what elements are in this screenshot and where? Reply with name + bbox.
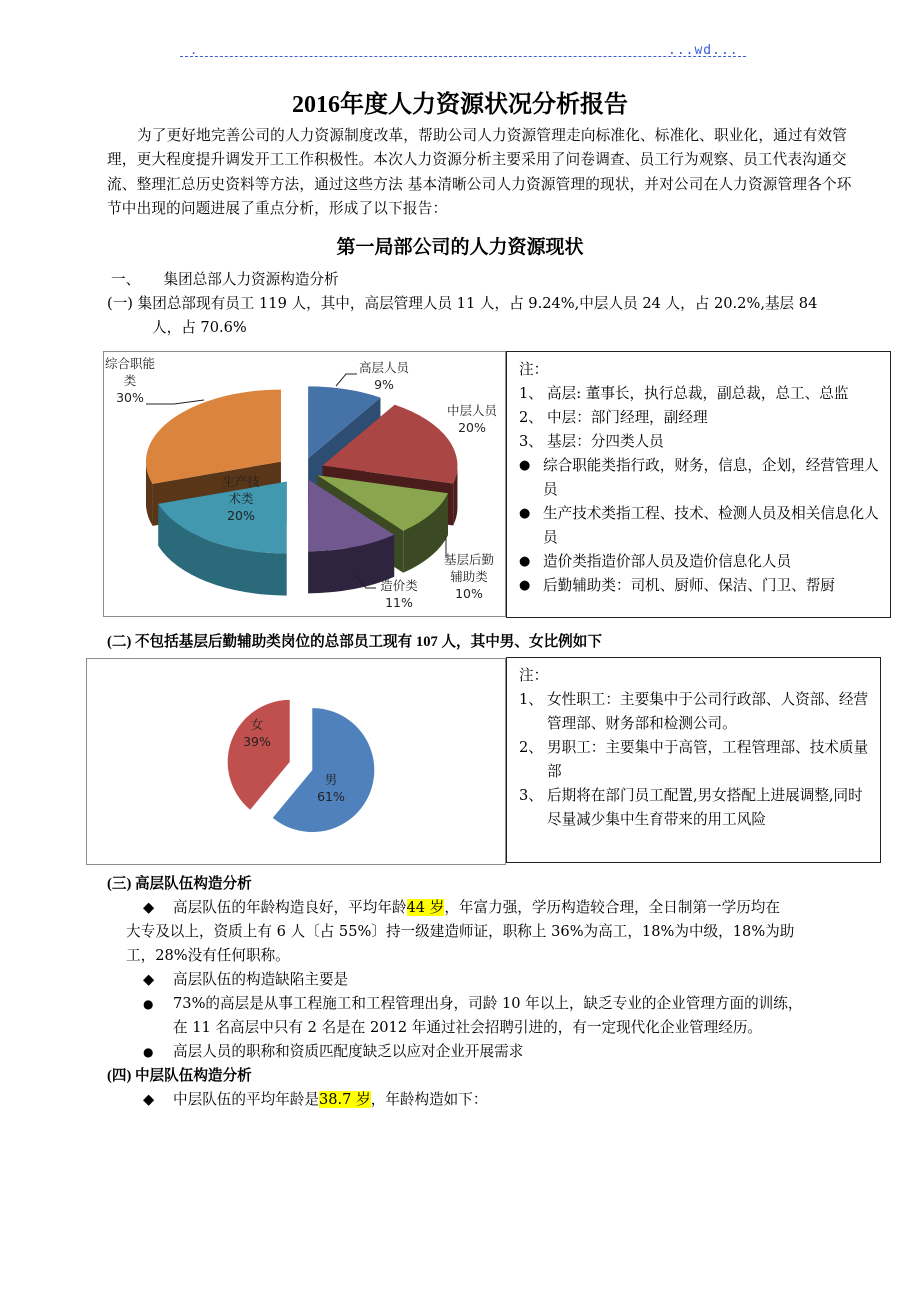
sub3-item2-text: 高层队伍的构造缺陷主要是 <box>173 971 349 988</box>
sub3-item2 <box>143 968 348 992</box>
document-title: 2016年度人力资源状况分析报告 <box>292 92 628 118</box>
note1-item-text: 基层：分四类人员 <box>547 433 664 450</box>
diamond-bullet-icon: ◆ <box>143 1091 155 1108</box>
sub1-number: (一) <box>107 295 133 312</box>
org-structure-pie-svg <box>104 352 505 616</box>
sub3-item3-line1: 73%的高层是从事工程施工和工程管理出身，司龄 10 年以上，缺乏专业的企业管理方面的训练， <box>173 995 803 1012</box>
sub3-item1-line2: 大专及以上，资质上有 6 人〔占 55%〕持一级建造师证，职称上 36%为高工，18%为中级，18%为助 <box>126 923 795 940</box>
note-box-org <box>506 351 891 618</box>
note1-item <box>519 406 880 430</box>
highlight-avg-age-middle: 38.7 岁 <box>318 1091 371 1108</box>
sub1-line2: 人，占 70.6% <box>152 319 247 336</box>
header-divider <box>180 56 746 57</box>
pie-label-男: 男 61% <box>317 772 345 804</box>
note2-title: 注： <box>519 667 549 684</box>
pie-label-造价类: 造价类 11% <box>380 578 418 610</box>
highlight-avg-age-senior: 44 岁 <box>406 899 445 916</box>
note1-bullet-item <box>519 502 880 550</box>
note1-bullet-text: 生产技术类指工程、技术、检测人员及相关信息化人员 <box>543 505 879 546</box>
note1-bullet-item <box>519 550 880 574</box>
sub4-item1-text-post: ，年龄构造如下： <box>370 1091 488 1108</box>
note1-item <box>519 430 880 454</box>
sub1-line1: 集团总部现有员工 119 人，其中，高层管理人员 11 人，占 9.24%,中层人员 24 人，占 20.2%,基层 84 <box>137 295 818 312</box>
note2-item-number: 1、 <box>519 691 543 708</box>
sub4-item1 <box>143 1088 487 1112</box>
leader-line <box>146 400 204 404</box>
leader-line <box>336 374 357 386</box>
note1-item-number: 2、 <box>519 409 543 426</box>
note1-item-text: 高层: 董事长，执行总裁，副总裁，总工、总监 <box>547 385 849 402</box>
section1-number: 一、 <box>111 271 141 288</box>
diamond-bullet-icon: ◆ <box>143 971 155 988</box>
note2-item-text: 男职工：主要集中于高管，工程管理部、技术质量部 <box>547 739 869 780</box>
note-box-gender <box>506 657 881 863</box>
org-structure-chart <box>103 351 506 617</box>
note1-item-text: 中层：部门经理，副经理 <box>547 409 708 426</box>
dot-bullet-icon: ● <box>519 554 531 569</box>
sub3-item1-line3: 工，28%没有任何职称。 <box>126 947 290 964</box>
pie-label-中层人员: 中层人员 20% <box>446 403 498 435</box>
pie-label-综合职能类: 综合职能类 30% <box>104 356 156 405</box>
note2-item <box>519 688 870 736</box>
note2-item <box>519 736 870 784</box>
sub3-item4-text: 高层人员的职称和资质匹配度缺乏以应对企业开展需求 <box>173 1043 524 1060</box>
note1-bullet-text: 造价类指造价部人员及造价信息化人员 <box>543 553 792 570</box>
pie-label-高层人员: 高层人员 9% <box>358 360 410 392</box>
intro-paragraph: 为了更好地完善公司的人力资源制度改革，帮助公司人力资源管理走向标准化、标准化、职业化，通过有效管理，更大程度提升调发开工工作积极性。本次人力资源分析主要采用了问卷调查、员工行为观察、员工代表沟通交流、整理汇总历史资料等方法，通过这些方法 基本清晰公司人力资源管理的现状，并对公司在人力资源管理各个环节中出现的问题进展了重点分析，形成了以下报告： <box>107 127 852 217</box>
gender-ratio-chart <box>86 658 506 865</box>
note2-item-number: 3、 <box>519 787 543 804</box>
dot-bullet-icon: ● <box>519 458 531 473</box>
sub3-item3-line2: 在 11 名高层中只有 2 名是在 2012 年通过社会招聘引进的，有一定现代化企业管理经历。 <box>173 1019 763 1036</box>
pie-label-女: 女 39% <box>243 717 271 749</box>
sub4-heading: (四) 中层队伍构造分析 <box>107 1068 252 1084</box>
dot-bullet-icon: ● <box>143 1045 154 1059</box>
note2-item <box>519 784 870 832</box>
note1-title: 注： <box>519 361 549 378</box>
note1-bullet-item <box>519 574 880 598</box>
sub3-item3 <box>143 992 873 1016</box>
pie-label-生产技术类: 生产技术类 20% <box>222 474 260 523</box>
sub3-item1-text: 高层队伍的年龄构造良好，平均年龄 <box>173 899 407 916</box>
pie-label-基层后勤辅助类: 基层后勤辅助类 10% <box>443 552 495 601</box>
note1-bullet-text: 后勤辅助类：司机、厨师、保洁、门卫、帮厨 <box>543 577 835 594</box>
sub1-paragraph <box>107 292 867 316</box>
sub3-item4 <box>143 1040 523 1064</box>
sub2-heading: (二) 不包括基层后勤辅助类岗位的总部员工现有 107 人，其中男、女比例如下 <box>107 634 602 650</box>
header-left-mark: . <box>190 43 198 57</box>
dot-bullet-icon: ● <box>519 506 531 521</box>
note1-item <box>519 382 880 406</box>
chapter-title: 第一局部公司的人力资源现状 <box>336 236 584 258</box>
section1-heading <box>111 268 339 292</box>
note1-bullet-text: 综合职能类指行政，财务，信息，企划，经营管理人员 <box>543 457 879 498</box>
sub4-item1-text: 中层队伍的平均年龄是 <box>173 1091 319 1108</box>
dot-bullet-icon: ● <box>143 997 154 1011</box>
note2-item-text: 后期将在部门员工配置,男女搭配上进展调整,同时尽量减少集中生育带来的用工风险 <box>547 787 863 828</box>
note1-item-number: 1、 <box>519 385 543 402</box>
sub3-item1-text-post: ，年富力强，学历构造较合理，全日制第一学历均在 <box>444 899 780 916</box>
note2-item-text: 女性职工：主要集中于公司行政部、人资部、经营管理部、财务部和检测公司。 <box>547 691 869 732</box>
diamond-bullet-icon: ◆ <box>143 899 155 916</box>
sub3-item1 <box>143 896 863 920</box>
header-right-mark: ...wd... <box>668 43 739 58</box>
note1-item-number: 3、 <box>519 433 543 450</box>
note2-item-number: 2、 <box>519 739 543 756</box>
sub3-heading: (三) 高层队伍构造分析 <box>107 876 252 892</box>
section1-title: 集团总部人力资源构造分析 <box>163 271 339 288</box>
dot-bullet-icon: ● <box>519 578 531 593</box>
gender-ratio-pie-svg <box>87 659 505 864</box>
note1-bullet-item <box>519 454 880 502</box>
